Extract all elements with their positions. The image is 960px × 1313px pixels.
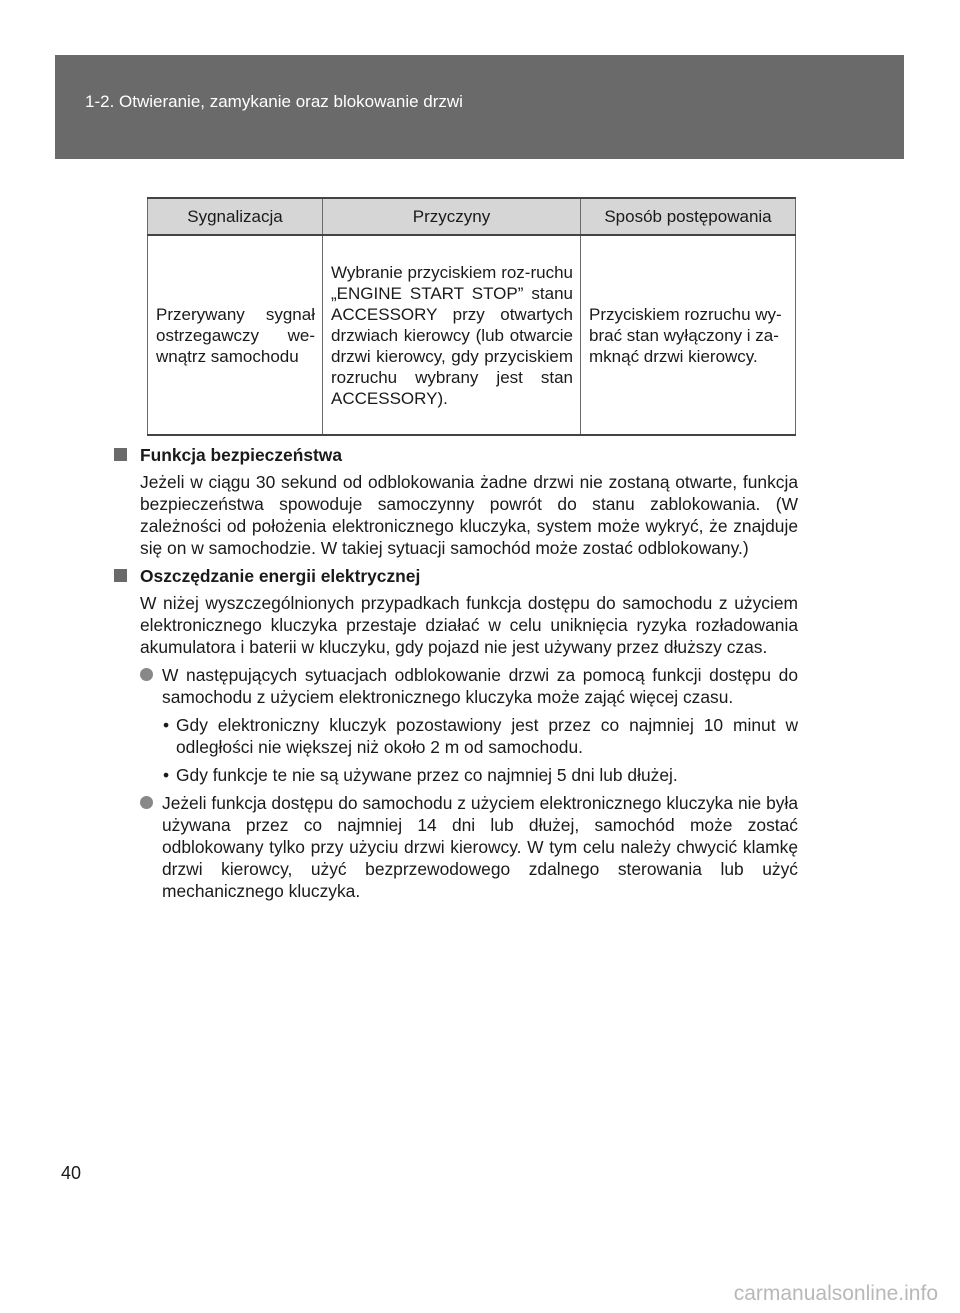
list-item — [114, 714, 798, 758]
circle-bullet-icon — [140, 668, 153, 681]
chapter-title: 1-2. Otwieranie, zamykanie oraz blokowanie drzwi — [85, 92, 463, 111]
list-item — [114, 764, 798, 786]
table-row — [148, 235, 796, 435]
watermark: carmanualsonline.info — [733, 1282, 938, 1305]
list-item — [114, 792, 798, 902]
signal-cell: Przerywany sygnał ostrzegawczy we-wnątrz samochodu — [148, 235, 323, 435]
subbullet-text: Gdy funkcje te nie są używane przez co najmniej 5 dni lub dłużej. — [176, 765, 678, 785]
security-title: Funkcja bezpieczeństwa — [140, 445, 342, 465]
bullet-text: Jeżeli funkcja dostępu do samochodu z użyciem elektronicznego kluczyka nie była używana przez co najmniej 14 dni lub dłużej, samochód może zostać odblokowany tylko przy użyciu drzwi kierowcy. W tym celu należy chwycić klamkę drzwi kierowcy, użyć bezprzewodowego zdalnego sterowania lub użyć mechanicznego kluczyka. — [162, 793, 798, 901]
warning-table — [147, 197, 796, 436]
energy-title: Oszczędzanie energii elektrycznej — [140, 566, 421, 586]
circle-bullet-icon — [140, 796, 153, 809]
security-section — [114, 444, 798, 559]
chapter-header — [55, 55, 904, 159]
cause-cell: Wybranie przyciskiem roz-ruchu „ENGINE START STOP” stanu ACCESSORY przy otwartych drzwiach kierowcy (lub otwarcie drzwi kierowcy, gdy przyciskiem rozruchu wybrany jest stan ACCESSORY). — [323, 235, 581, 435]
column-header-cause: Przyczyny — [323, 198, 581, 235]
page-number: 40 — [61, 1163, 82, 1183]
action-cell: Przyciskiem rozruchu wy-brać stan wyłączony i za-mknąć drzwi kierowcy. — [581, 235, 796, 435]
energy-heading — [114, 565, 798, 587]
square-bullet-icon — [114, 448, 127, 461]
main-content — [114, 444, 798, 908]
square-bullet-icon — [114, 569, 127, 582]
dot-bullet-icon: • — [163, 765, 170, 785]
table-header-row — [148, 198, 796, 235]
column-header-signal: Sygnalizacja — [148, 198, 323, 235]
subbullet-text: Gdy elektroniczny kluczyk pozostawiony jest przez co najmniej 10 minut w odległości nie większej niż około 2 m od samochodu. — [176, 715, 798, 757]
column-header-action: Sposób postępowania — [581, 198, 796, 235]
energy-text: W niżej wyszczególnionych przypadkach funkcja dostępu do samochodu z użyciem elektronicznego kluczyka przestaje działać w celu uniknięcia ryzyka rozładowania akumulatora i baterii w kluczyku, gdy pojazd nie jest używany przez dłuższy czas. — [140, 593, 798, 657]
dot-bullet-icon: • — [163, 715, 170, 735]
list-item — [114, 664, 798, 708]
energy-section — [114, 565, 798, 902]
bullet-text: W następujących sytuacjach odblokowanie drzwi za pomocą funkcji dostępu do samochodu z użyciem elektronicznego kluczyka może zająć więcej czasu. — [162, 665, 798, 707]
security-text: Jeżeli w ciągu 30 sekund od odblokowania żadne drzwi nie zostaną otwarte, funkcja bezpieczeństwa spowoduje samoczynny powrót do stanu zablokowania. (W zależności od położenia elektronicznego kluczyka, system może wykryć, że znajduje się on w samochodzie. W takiej sytuacji samochód może zostać odblokowany.) — [140, 472, 798, 558]
security-heading — [114, 444, 798, 466]
